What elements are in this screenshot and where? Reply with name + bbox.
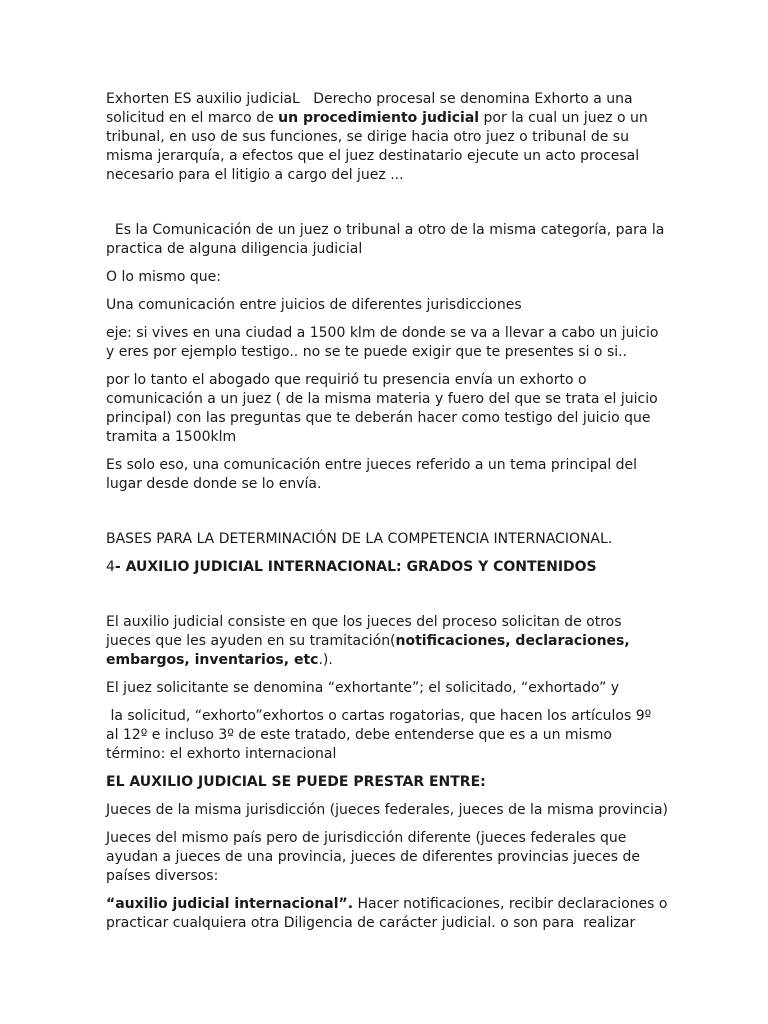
paragraph-auxilio-judicial: [106, 613, 668, 670]
paragraph-lo-mismo: O lo mismo que:: [106, 269, 221, 285]
heading-puede-prestar: EL AUXILIO JUDICIAL SE PUEDE PRESTAR ENTRE:: [106, 774, 486, 790]
bold-run: notificaciones, declaraciones, embargos, inventarios, etc: [106, 633, 630, 668]
text-run: Hacer notificaciones, recibir declaraciones o practicar cualquiera otra Diligencia de carácter judicial. o son para realizar: [106, 896, 668, 931]
paragraph-comunicacion: Es la Comunicación de un juez o tribunal a otro de la misma categoría, para la practica de alguna diligencia judicial: [106, 222, 665, 257]
paragraph-misma-jurisdiccion: Jueces de la misma jurisdicción (jueces federales, jueces de la misma provincia): [106, 802, 669, 818]
heading-bases: BASES PARA LA DETERMINACIÓN DE LA COMPETENCIA INTERNACIONAL.: [106, 531, 613, 547]
document-page: [106, 90, 668, 933]
paragraph-juez-solicitante: El juez solicitante se denomina “exhortante”; el solicitado, “exhortado” y: [106, 680, 620, 696]
text-run: .).: [318, 652, 333, 668]
section-number: 4: [106, 559, 115, 575]
paragraph-exhorto-definition: [106, 90, 668, 185]
paragraph-ejemplo: eje: si vives en una ciudad a 1500 klm de donde se va a llevar a cabo un juicio y eres por ejemplo testigo.. no se te puede exigir que te presentes si o si..: [106, 325, 659, 360]
bold-run: un procedimiento judicial: [278, 110, 480, 126]
text-run: Exhorten ES auxilio judiciaL Derecho procesal se denomina Exhorto a una solicitud en el marco de: [106, 91, 633, 126]
text-run: El auxilio judicial consiste en que los jueces del proceso solicitan de otros jueces que les ayuden en su tramitación(: [106, 614, 622, 649]
paragraph-auxilio-internacional: [106, 895, 668, 933]
paragraph-mismo-pais: Jueces del mismo país pero de jurisdicción diferente (jueces federales que ayudan a jueces de una provincia, jueces de diferentes provincias jueces de países diversos:: [106, 830, 640, 884]
section-title: - AUXILIO JUDICIAL INTERNACIONAL: GRADOS Y CONTENIDOS: [114, 559, 597, 575]
paragraph-abogado: por lo tanto el abogado que requirió tu presencia envía un exhorto o comunicación a un juez ( de la misma materia y fuero del que se trata el juicio principal) con las preguntas que te deberán hacer como testigo del juicio que tramita a 1500klm: [106, 372, 658, 445]
paragraph-es-solo-eso: Es solo eso, una comunicación entre jueces referido a un tema principal del lugar desde donde se lo envía.: [106, 457, 638, 492]
paragraph-solicitud: la solicitud, “exhorto”exhortos o cartas rogatorias, que hacen los artículos 9º al 12º e incluso 3º de este tratado, debe entenderse que es a un mismo término: el exhorto internacional: [106, 708, 652, 762]
heading-auxilio-internacional: [106, 558, 668, 577]
bold-run: “auxilio judicial internacional”.: [106, 896, 354, 912]
paragraph-juicios: Una comunicación entre juicios de diferentes jurisdicciones: [106, 297, 522, 313]
text-run: por la cual un juez o un tribunal, en uso de sus funciones, se dirige hacia otro juez o tribunal de su misma jerarquía, a efectos que el juez destinatario ejecute un acto procesal necesario para el litigio a cargo del juez ...: [106, 110, 648, 183]
